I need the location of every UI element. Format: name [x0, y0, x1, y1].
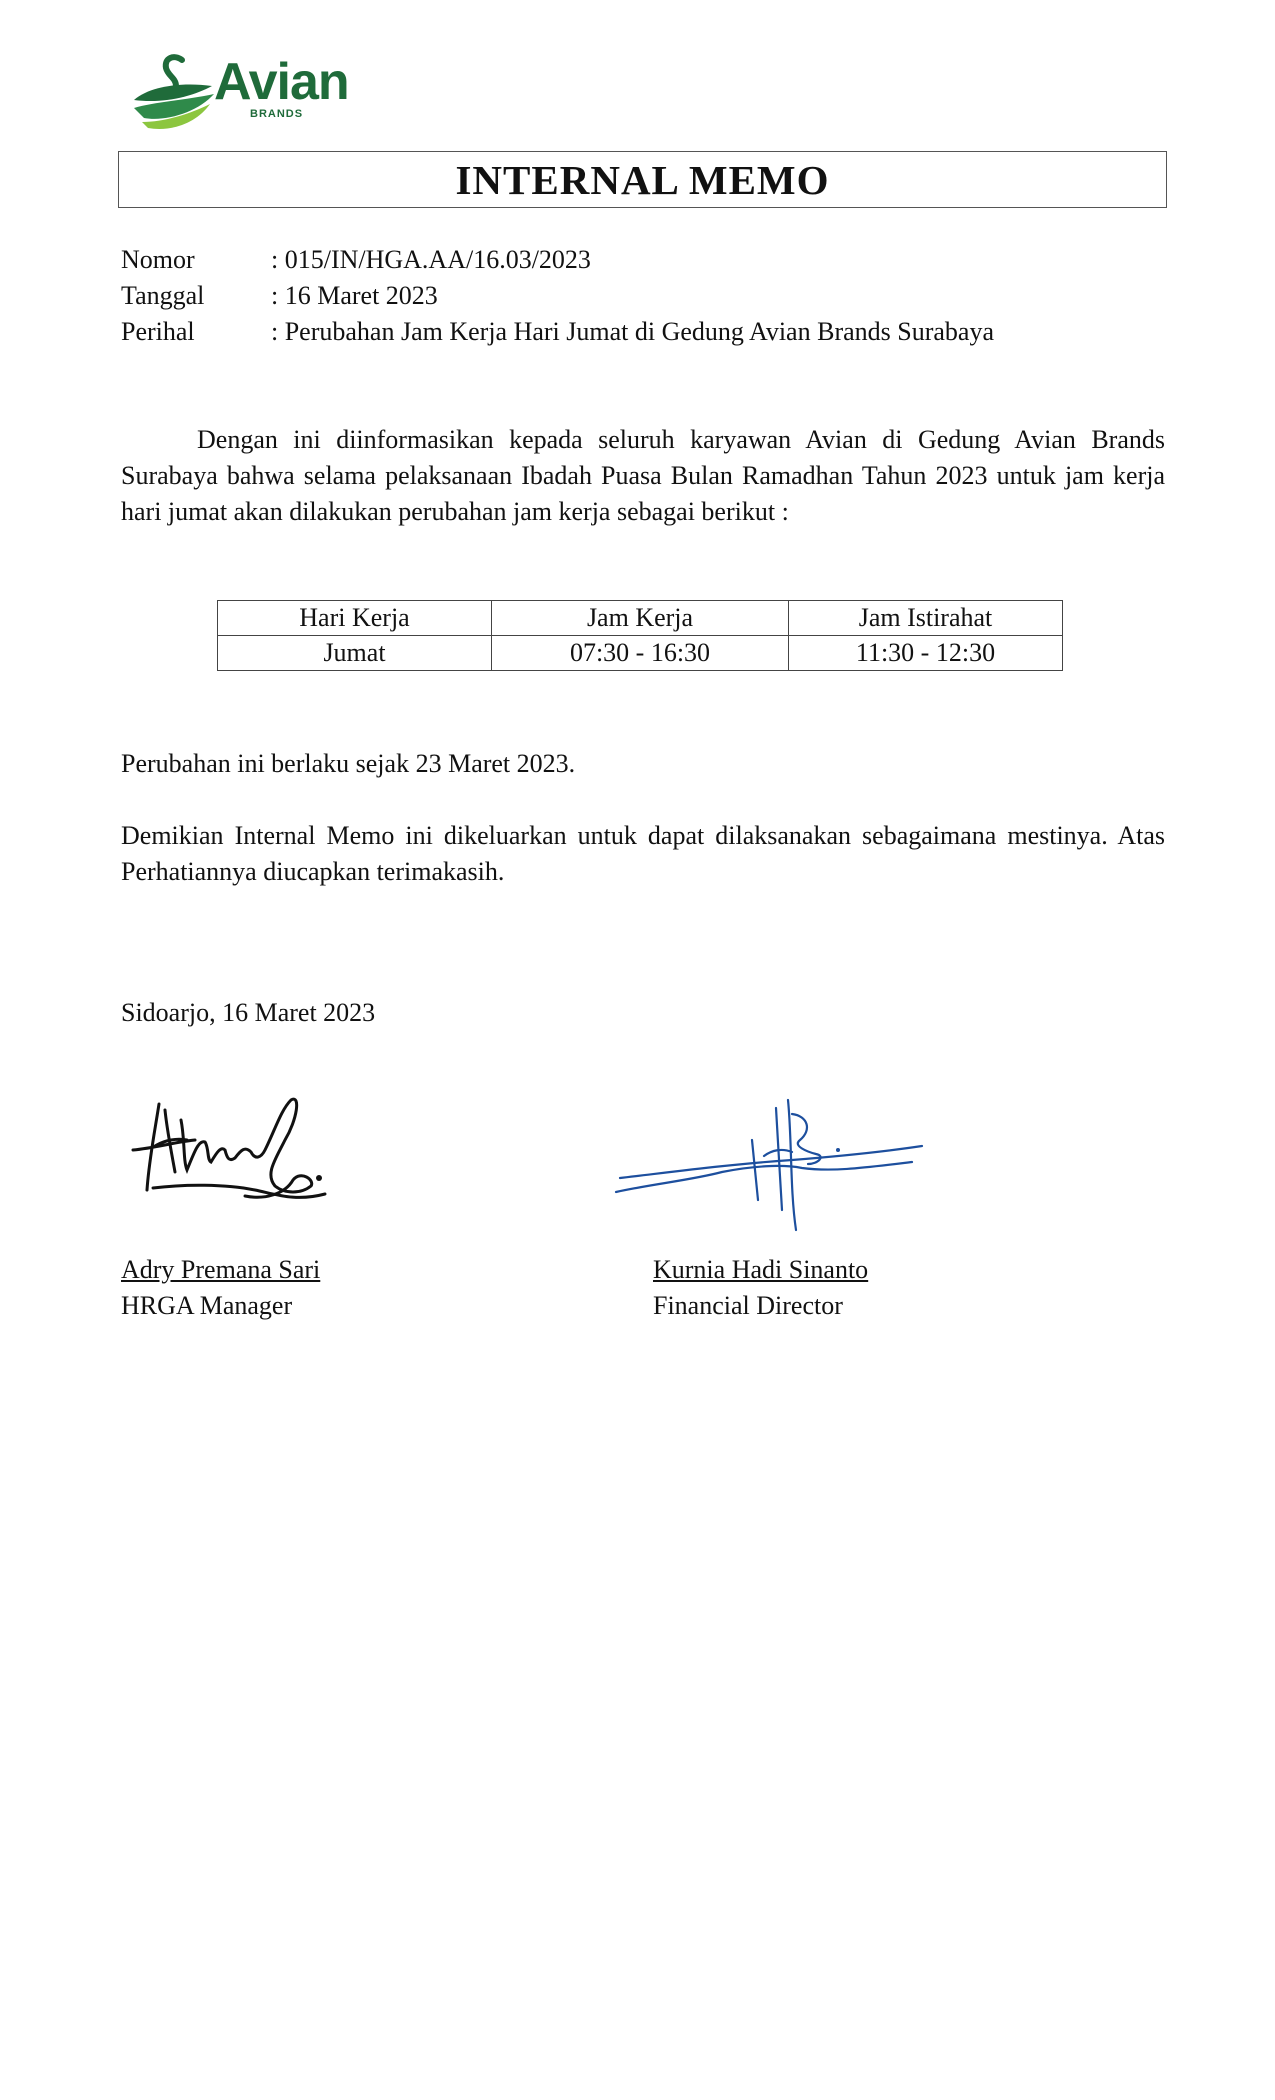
cell-hari: Jumat: [218, 636, 492, 671]
swan-leaf-icon: [130, 52, 220, 134]
memo-meta: [121, 242, 994, 350]
cell-jam-kerja: 07:30 - 16:30: [492, 636, 789, 671]
meta-row-tanggal: [121, 278, 994, 314]
place-date: Sidoarjo, 16 Maret 2023: [121, 998, 376, 1027]
nomor-value: : 015/IN/HGA.AA/16.03/2023: [271, 245, 591, 274]
memo-title-box: [118, 151, 1167, 208]
signer-financial: [653, 1252, 868, 1324]
closing-paragraph: Demikian Internal Memo ini dikeluarkan untuk dapat dilaksanakan sebagaimana mestinya. Atas Perhatiannya diucapkan terimakasih.: [121, 821, 1165, 886]
signer-title: Financial Director: [653, 1291, 843, 1320]
signer-name: Adry Premana Sari: [121, 1255, 321, 1284]
effective-date-paragraph: Perubahan ini berlaku sejak 23 Maret 2023.: [121, 749, 576, 778]
perihal-label: Perihal: [121, 317, 195, 346]
meta-row-perihal: [121, 314, 994, 350]
table-header-row: [218, 601, 1063, 636]
header-jam-istirahat: Jam Istirahat: [789, 601, 1063, 636]
memo-title: INTERNAL MEMO: [455, 156, 830, 203]
intro-paragraph: Dengan ini diinformasikan kepada seluruh karyawan Avian di Gedung Avian Brands Surabaya bahwa selama pelaksanaan Ibadah Puasa Bulan Ramadhan Tahun 2023 untuk jam kerja hari jumat akan dilakukan perubahan jam kerja sebagai berikut :: [121, 425, 1165, 526]
logo-wordmark: Avian: [214, 53, 349, 111]
logo-subtitle: BRANDS: [250, 108, 304, 120]
nomor-label: Nomor: [121, 245, 195, 274]
header-hari-kerja: Hari Kerja: [218, 601, 492, 636]
meta-row-nomor: [121, 242, 994, 278]
header-jam-kerja: Jam Kerja: [492, 601, 789, 636]
table-row: [218, 636, 1063, 671]
signer-name: Kurnia Hadi Sinanto: [653, 1255, 869, 1284]
signature-financial-director: [612, 1080, 932, 1240]
signer-hrga: [121, 1252, 320, 1324]
perihal-value: : Perubahan Jam Kerja Hari Jumat di Gedung Avian Brands Surabaya: [271, 317, 994, 346]
cell-jam-istirahat: 11:30 - 12:30: [789, 636, 1063, 671]
tanggal-label: Tanggal: [121, 281, 205, 310]
signature-hrga-manager: [125, 1090, 335, 1210]
tanggal-value: : 16 Maret 2023: [271, 281, 438, 310]
signer-title: HRGA Manager: [121, 1291, 293, 1320]
schedule-table: [217, 600, 1063, 671]
avian-brands-logo: [130, 52, 350, 134]
